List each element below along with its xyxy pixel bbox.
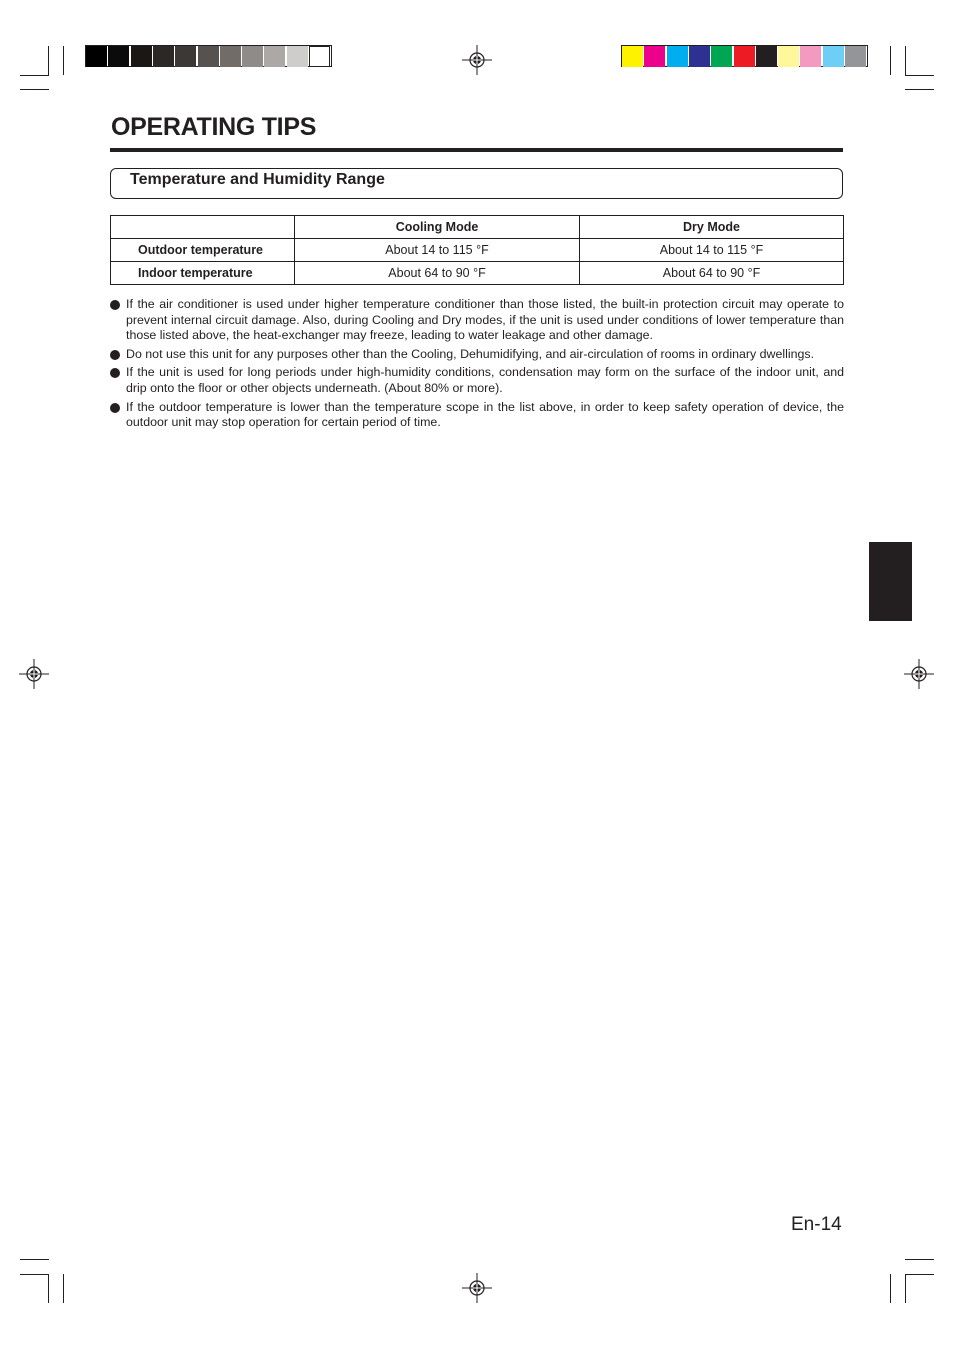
color-swatch xyxy=(198,46,219,67)
color-swatch xyxy=(823,46,844,67)
section-heading-box xyxy=(110,168,843,199)
color-swatch xyxy=(756,46,777,67)
color-swatch xyxy=(734,46,755,67)
registration-mark-icon xyxy=(19,659,49,689)
list-item xyxy=(110,297,844,344)
temperature-range-table xyxy=(110,215,844,285)
row-label: Outdoor temperature xyxy=(111,239,295,262)
color-swatch xyxy=(711,46,732,67)
section-thumb-tab xyxy=(869,542,912,621)
color-swatch xyxy=(622,46,643,67)
color-swatch xyxy=(644,46,665,67)
color-swatch xyxy=(309,46,330,67)
color-swatch xyxy=(845,46,866,67)
table-row xyxy=(111,239,844,262)
list-item xyxy=(110,400,844,431)
table-header-cell: Dry Mode xyxy=(580,216,844,239)
color-swatch xyxy=(264,46,285,67)
registration-mark-icon xyxy=(904,659,934,689)
notes-list xyxy=(110,297,844,434)
note-text: If the air conditioner is used under higher temperature conditioner than those listed, the built-in protection circuit may operate to prevent internal circuit damage. Also, during Cooling and Dry modes, if the unit is used under conditions of lower temperature than those listed above, the heat-exchanger may freeze, leading to water leakage and other damage. xyxy=(126,297,844,343)
note-text: Do not use this unit for any purposes other than the Cooling, Dehumidifying, and air-circulation of rooms in ordinary dwellings. xyxy=(126,346,815,361)
table-header-row xyxy=(111,216,844,239)
note-text: If the unit is used for long periods under high-humidity conditions, condensation may form on the surface of the indoor unit, and drip onto the floor or other objects underneath. (About 80% or more). xyxy=(126,365,844,395)
bullet-icon xyxy=(110,403,120,413)
list-item xyxy=(110,365,844,396)
bullet-icon xyxy=(110,350,120,360)
bullet-icon xyxy=(110,368,120,378)
color-swatch xyxy=(220,46,241,67)
registration-mark-icon xyxy=(462,1273,492,1303)
page-number: En-14 xyxy=(791,1214,842,1235)
registration-mark-icon xyxy=(462,45,492,75)
color-swatch xyxy=(287,46,308,67)
color-swatch xyxy=(689,46,710,67)
table-cell: About 64 to 90 °F xyxy=(295,262,580,285)
color-swatch xyxy=(800,46,821,67)
table-cell: About 14 to 115 °F xyxy=(580,239,844,262)
bullet-icon xyxy=(110,300,120,310)
color-swatch xyxy=(108,46,129,67)
table-header-cell xyxy=(111,216,295,239)
page-title: OPERATING TIPS xyxy=(111,113,317,141)
row-label: Indoor temperature xyxy=(111,262,295,285)
table-cell: About 64 to 90 °F xyxy=(580,262,844,285)
note-text: If the outdoor temperature is lower than the temperature scope in the list above, in order to keep safety operation of device, the outdoor unit may stop operation for certain period of time. xyxy=(126,399,844,430)
color-swatch xyxy=(175,46,196,67)
color-swatch xyxy=(86,46,107,67)
color-swatch xyxy=(667,46,688,67)
table-row xyxy=(111,262,844,285)
table-header-cell: Cooling Mode xyxy=(295,216,580,239)
color-swatch xyxy=(778,46,799,67)
title-rule xyxy=(110,148,843,152)
color-swatch xyxy=(242,46,263,67)
section-heading: Temperature and Humidity Range xyxy=(130,171,385,188)
table-cell: About 14 to 115 °F xyxy=(295,239,580,262)
color-swatch xyxy=(153,46,174,67)
color-swatch xyxy=(131,46,152,67)
list-item xyxy=(110,347,844,363)
